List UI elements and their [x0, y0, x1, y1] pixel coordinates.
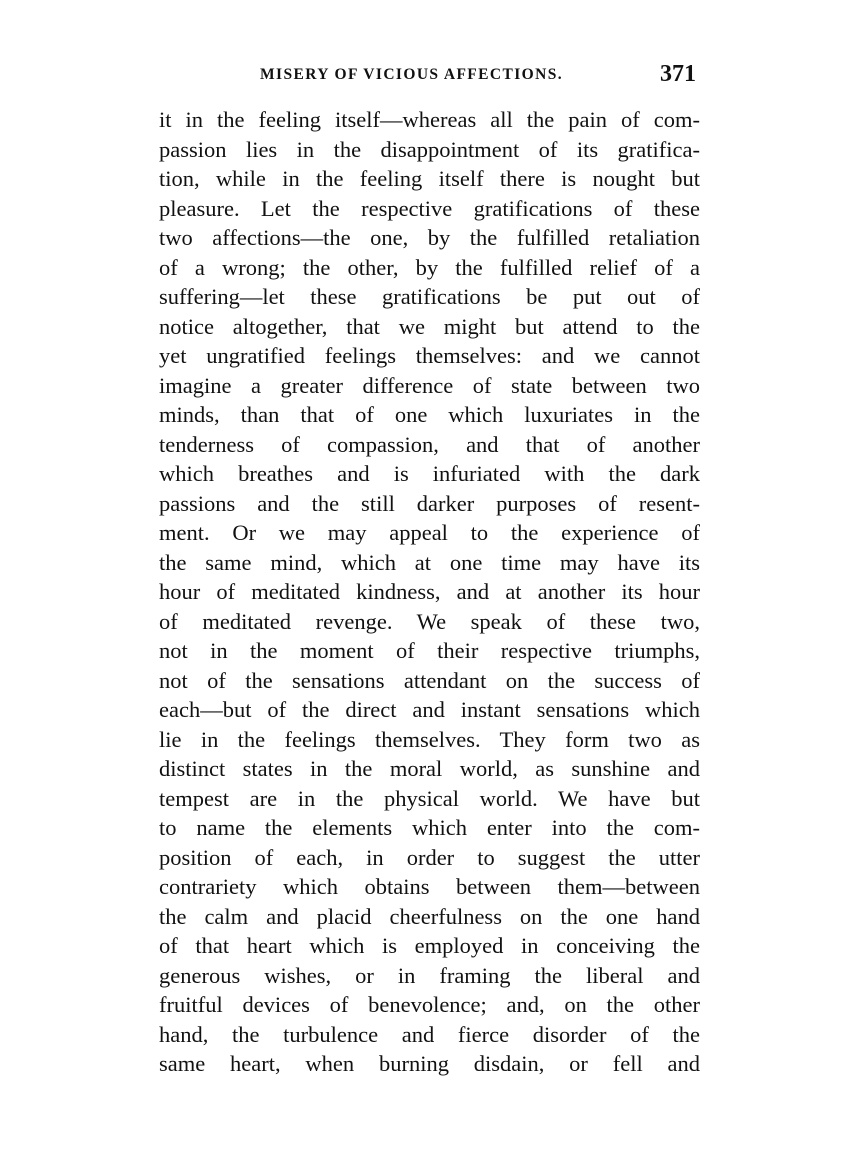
- text-line: tion, while in the feeling itself there is nought but: [159, 166, 700, 191]
- text-line: not in the moment of their respective triumphs,: [159, 638, 700, 663]
- text-line: not of the sensations attendant on the success of: [159, 667, 700, 693]
- text-line: pleasure. Let the respective gratifications of these: [159, 195, 700, 221]
- text-line: it in the feeling itself—whereas all the pain of com-: [159, 107, 700, 132]
- text-line: generous wishes, or in framing the liberal and: [159, 962, 700, 988]
- text-line: lie in the feelings themselves. They form two as: [159, 726, 700, 752]
- text-line: distinct states in the moral world, as sunshine and: [159, 756, 700, 781]
- text-line: contrariety which obtains between them—between: [159, 874, 700, 899]
- text-line: to name the elements which enter into the com-: [159, 815, 700, 840]
- running-title: MISERY OF VICIOUS AFFECTIONS.: [260, 66, 564, 83]
- text-line: fruitful devices of benevolence; and, on the other: [159, 992, 700, 1017]
- text-line: hand, the turbulence and fierce disorder of the: [159, 1021, 700, 1047]
- text-line: suffering—let these gratifications be put out of: [159, 284, 700, 309]
- body-text: [159, 105, 700, 1079]
- text-line: of that heart which is employed in conceiving the: [159, 933, 700, 958]
- text-line: of a wrong; the other, by the fulfilled relief of a: [159, 254, 700, 280]
- running-head: [160, 62, 700, 88]
- text-line: which breathes and is infuriated with the dark: [159, 461, 700, 486]
- text-line: minds, than that of one which luxuriates in the: [159, 402, 700, 427]
- text-line: tenderness of compassion, and that of another: [159, 431, 700, 457]
- text-line: yet ungratified feelings themselves: and we cannot: [159, 343, 700, 368]
- text-line: passion lies in the disappointment of its gratifica-: [159, 136, 700, 162]
- text-line: of meditated revenge. We speak of these two,: [159, 608, 700, 634]
- text-line: passions and the still darker purposes of resent-: [159, 490, 700, 516]
- text-line: the same mind, which at one time may have its: [159, 549, 700, 575]
- text-line: notice altogether, that we might but attend to the: [159, 313, 700, 339]
- page-number: 371: [660, 61, 696, 87]
- text-line: each—but of the direct and instant sensations which: [159, 697, 700, 722]
- text-line: position of each, in order to suggest the utter: [159, 844, 700, 870]
- text-line: tempest are in the physical world. We have but: [159, 785, 700, 811]
- text-line: the calm and placid cheerfulness on the one hand: [159, 903, 700, 929]
- text-line: same heart, when burning disdain, or fell and: [159, 1051, 700, 1076]
- text-line: hour of meditated kindness, and at another its hour: [159, 579, 700, 604]
- text-line: ment. Or we may appeal to the experience of: [159, 520, 700, 545]
- text-line: imagine a greater difference of state between two: [159, 372, 700, 398]
- text-line: two affections—the one, by the fulfilled retaliation: [159, 225, 700, 250]
